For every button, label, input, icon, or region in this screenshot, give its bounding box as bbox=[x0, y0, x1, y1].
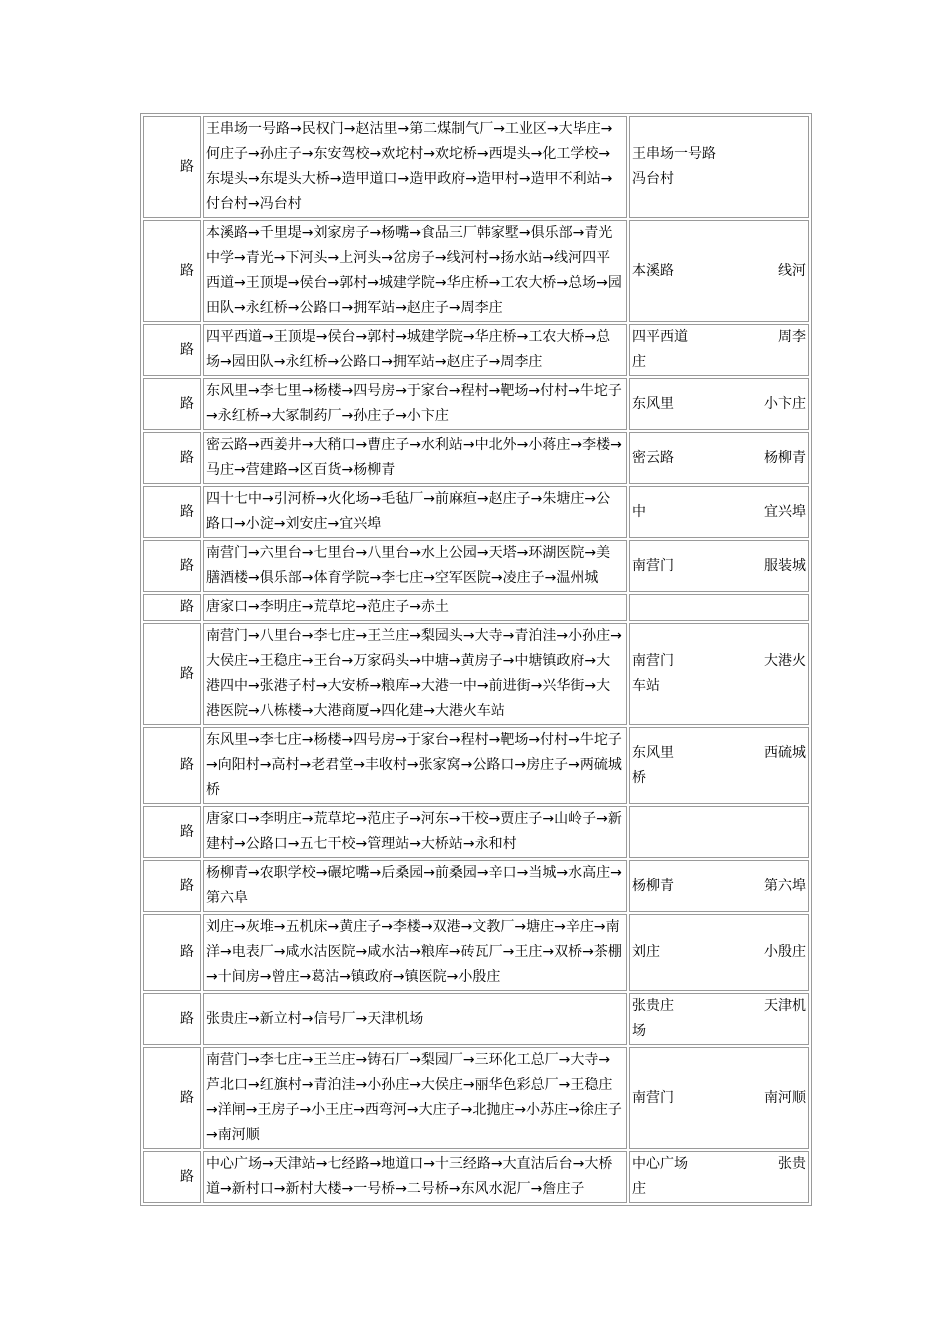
terminus-cell bbox=[629, 486, 809, 538]
route-label: 路 bbox=[180, 665, 194, 682]
terminus-continuation: 桥 bbox=[632, 769, 646, 786]
terminus-end: 线河 bbox=[778, 262, 806, 279]
table-row bbox=[143, 993, 809, 1045]
route-number-cell bbox=[143, 540, 201, 592]
terminus-start: 南营门 bbox=[632, 1089, 674, 1106]
terminus-start: 东风里 bbox=[632, 744, 674, 761]
terminus-line bbox=[632, 940, 806, 965]
route-number-cell bbox=[143, 116, 201, 218]
route-number-cell bbox=[143, 324, 201, 376]
route-number-cell bbox=[143, 1151, 201, 1203]
route-stops: 东风里→李七里→杨楼→四号房→于家台→程村→靶场→付村→牛坨子→永红桥→大冢制药厂→孙庄子→小卞庄 bbox=[206, 383, 622, 424]
route-number-cell bbox=[143, 806, 201, 858]
bus-route-table bbox=[140, 113, 812, 1206]
terminus-line bbox=[632, 500, 806, 525]
terminus-start: 四平西道 bbox=[632, 329, 688, 345]
route-stops-cell bbox=[203, 378, 627, 430]
route-stops-cell bbox=[203, 1047, 627, 1149]
terminus-line bbox=[632, 325, 806, 350]
terminus-end: 小卞庄 bbox=[764, 395, 806, 412]
terminus-continuation: 庄 bbox=[632, 1181, 646, 1197]
route-stops: 刘庄→灰堆→五机床→黄庄子→李楼→双港→文教厂→塘庄→辛庄→南洋→电表厂→咸水沽医院→咸水沽→粮库→砖瓦厂→王庄→双桥→茶棚→十间房→曾庄→葛沽→镇政府→镇医院→小殷庄 bbox=[206, 919, 622, 985]
route-stops-cell bbox=[203, 914, 627, 991]
route-stops: 王串场一号路→民权门→赵沽里→第二煤制气厂→工业区→大毕庄→何庄子→孙庄子→东安驾校→欢坨村→欢坨桥→西堤头→化工学校→东堤头→东堤头大桥→造甲道口→造甲政府→造甲村→造甲不利站→付台村→冯台村 bbox=[206, 121, 613, 212]
route-stops: 四平西道→王顶堤→侯台→郭村→城建学院→华庄桥→工农大桥→总场→园田队→永红桥→公路口→拥军站→赵庄子→周李庄 bbox=[206, 329, 611, 370]
table-row bbox=[143, 860, 809, 912]
terminus-cell bbox=[629, 914, 809, 991]
terminus-cell bbox=[629, 1151, 809, 1203]
route-stops: 本溪路→千里堤→刘家房子→杨嘴→食品三厂韩家墅→俱乐部→青光中学→青光→下河头→上河头→岔房子→线河村→扬水站→线河四平西道→王顶堤→侯台→郭村→城建学院→华庄桥→工农大桥→总场→园田队→永红桥→公路口→拥军站→赵庄子→周李庄 bbox=[206, 225, 622, 316]
terminus-start: 王串场一号路 bbox=[632, 146, 716, 162]
terminus-end: 周李 bbox=[778, 329, 806, 345]
route-table-body bbox=[143, 116, 809, 1203]
route-stops-cell bbox=[203, 432, 627, 484]
terminus-start: 本溪路 bbox=[632, 262, 674, 279]
route-number-cell bbox=[143, 220, 201, 322]
route-label: 路 bbox=[180, 449, 194, 466]
route-label: 路 bbox=[180, 1089, 194, 1106]
route-label: 路 bbox=[180, 158, 194, 175]
table-row bbox=[143, 324, 809, 376]
terminus-continuation: 场 bbox=[632, 1023, 646, 1039]
route-number-cell bbox=[143, 914, 201, 991]
route-number-cell bbox=[143, 727, 201, 804]
table-row bbox=[143, 378, 809, 430]
terminus-cell bbox=[629, 116, 809, 218]
route-number-cell bbox=[143, 378, 201, 430]
terminus-start: 南营门 bbox=[632, 653, 674, 669]
route-stops: 四十七中→引河桥→火化场→毛毡厂→前麻疸→赵庄子→朱塘庄→公路口→小淀→刘安庄→宜兴埠 bbox=[206, 491, 611, 532]
route-number-cell bbox=[143, 594, 201, 621]
route-label: 路 bbox=[180, 823, 194, 840]
route-stops-cell bbox=[203, 1151, 627, 1203]
terminus-continuation: 冯台村 bbox=[632, 171, 674, 187]
route-label: 路 bbox=[180, 262, 194, 279]
terminus-end: 服装城 bbox=[764, 557, 806, 574]
terminus-end: 天津机 bbox=[764, 998, 806, 1014]
route-number-cell bbox=[143, 993, 201, 1045]
route-stops-cell bbox=[203, 993, 627, 1045]
route-number-cell bbox=[143, 432, 201, 484]
route-stops-cell bbox=[203, 324, 627, 376]
terminus-cell bbox=[629, 623, 809, 725]
terminus-cell bbox=[629, 860, 809, 912]
terminus-cell bbox=[629, 540, 809, 592]
terminus-cell bbox=[629, 378, 809, 430]
terminus-cell bbox=[629, 324, 809, 376]
route-label: 路 bbox=[180, 395, 194, 412]
route-stops-cell bbox=[203, 220, 627, 322]
route-stops-cell bbox=[203, 594, 627, 621]
route-label: 路 bbox=[180, 877, 194, 894]
route-stops-cell bbox=[203, 540, 627, 592]
terminus-end: 小殷庄 bbox=[764, 944, 806, 960]
terminus-end: 张贵 bbox=[778, 1156, 806, 1172]
route-stops-cell bbox=[203, 860, 627, 912]
route-number-cell bbox=[143, 623, 201, 725]
terminus-start: 密云路 bbox=[632, 449, 674, 466]
terminus-line bbox=[632, 874, 806, 899]
table-row bbox=[143, 540, 809, 592]
table-row bbox=[143, 727, 809, 804]
terminus-line bbox=[632, 994, 806, 1019]
terminus-end: 南河顺 bbox=[764, 1089, 806, 1106]
route-label: 路 bbox=[180, 757, 194, 773]
route-stops: 密云路→西姜井→大稍口→曹庄子→水利站→中北外→小蒋庄→李楼→马庄→营建路→区百货→杨柳青 bbox=[206, 437, 622, 478]
route-stops-cell bbox=[203, 806, 627, 858]
terminus-end: 杨柳青 bbox=[764, 449, 806, 466]
terminus-start: 杨柳青 bbox=[632, 877, 674, 894]
route-label: 路 bbox=[180, 503, 194, 520]
terminus-line bbox=[632, 554, 806, 579]
terminus-cell bbox=[629, 993, 809, 1045]
route-stops: 杨柳青→农职学校→碾坨嘴→后桑园→前桑园→辛口→当城→水高庄→第六阜 bbox=[206, 865, 622, 906]
route-label: 路 bbox=[180, 944, 194, 960]
terminus-cell bbox=[629, 727, 809, 804]
table-row bbox=[143, 1047, 809, 1149]
terminus-line bbox=[632, 392, 806, 417]
terminus-cell bbox=[629, 594, 809, 621]
route-label: 路 bbox=[180, 1010, 194, 1027]
terminus-cell bbox=[629, 806, 809, 858]
route-stops: 南营门→八里台→李七庄→王兰庄→梨园头→大寺→青泊洼→小孙庄→大侯庄→王稳庄→王台→万家码头→中塘→黄房子→中塘镇政府→大港四中→张港子村→大安桥→粮库→大港一中→前进街→兴华街→大港医院→八栋楼→大港商厦→四化建→大港火车站 bbox=[206, 628, 622, 719]
table-row bbox=[143, 594, 809, 621]
route-stops: 南营门→六里台→七里台→八里台→水上公园→天塔→环湖医院→美膳酒楼→俱乐部→体育学院→李七庄→空军医院→凌庄子→温州城 bbox=[206, 545, 611, 586]
route-number-cell bbox=[143, 860, 201, 912]
route-stops: 东风里→李七庄→杨楼→四号房→于家台→程村→靶场→付村→牛坨子→向阳村→高村→老君堂→丰收村→张家窝→公路口→房庄子→两硫城桥 bbox=[206, 732, 622, 798]
terminus-line bbox=[632, 741, 806, 766]
terminus-line bbox=[632, 142, 806, 167]
route-stops-cell bbox=[203, 623, 627, 725]
route-number-cell bbox=[143, 1047, 201, 1149]
terminus-start: 南营门 bbox=[632, 557, 674, 574]
terminus-line bbox=[632, 446, 806, 471]
terminus-cell bbox=[629, 220, 809, 322]
table-row bbox=[143, 914, 809, 991]
table-row bbox=[143, 432, 809, 484]
route-label: 路 bbox=[180, 557, 194, 574]
table-row bbox=[143, 1151, 809, 1203]
table-row bbox=[143, 220, 809, 322]
terminus-line bbox=[632, 1086, 806, 1111]
terminus-cell bbox=[629, 432, 809, 484]
route-stops: 唐家口→李明庄→荒草坨→范庄子→河东→干校→贾庄子→山岭子→新建村→公路口→五七干校→管理站→大桥站→永和村 bbox=[206, 811, 622, 852]
terminus-start: 刘庄 bbox=[632, 944, 660, 960]
terminus-start: 张贵庄 bbox=[632, 998, 674, 1014]
terminus-start: 中 bbox=[632, 503, 646, 520]
route-stops: 中心广场→天津站→七经路→地道口→十三经路→大直沽后台→大桥道→新村口→新村大楼→一号桥→二号桥→东风水泥厂→詹庄子 bbox=[206, 1156, 613, 1197]
route-stops: 南营门→李七庄→王兰庄→铸石厂→梨园厂→三环化工总厂→大寺→芦北口→红旗村→青泊洼→小孙庄→大侯庄→丽华色彩总厂→王稳庄→洋闸→王房子→小王庄→西弯河→大庄子→北抛庄→小苏庄→徐庄子→南河顺 bbox=[206, 1052, 622, 1143]
table-row bbox=[143, 486, 809, 538]
terminus-continuation: 车站 bbox=[632, 678, 660, 694]
table-row bbox=[143, 806, 809, 858]
table-row bbox=[143, 116, 809, 218]
terminus-line bbox=[632, 1152, 806, 1177]
terminus-line bbox=[632, 259, 806, 284]
terminus-end: 大港火 bbox=[764, 653, 806, 669]
terminus-end: 宜兴埠 bbox=[764, 503, 806, 520]
terminus-continuation: 庄 bbox=[632, 354, 646, 370]
route-stops-cell bbox=[203, 727, 627, 804]
route-stops-cell bbox=[203, 486, 627, 538]
route-label: 路 bbox=[180, 599, 194, 615]
table-row bbox=[143, 623, 809, 725]
terminus-cell bbox=[629, 1047, 809, 1149]
route-stops: 唐家口→李明庄→荒草坨→范庄子→赤土 bbox=[206, 599, 449, 615]
route-number-cell bbox=[143, 486, 201, 538]
route-stops: 张贵庄→新立村→信号厂→天津机场 bbox=[206, 1010, 424, 1027]
route-label: 路 bbox=[180, 341, 194, 358]
route-stops-cell bbox=[203, 116, 627, 218]
terminus-start: 东风里 bbox=[632, 395, 674, 412]
terminus-end: 第六埠 bbox=[764, 877, 806, 894]
terminus-line bbox=[632, 649, 806, 674]
terminus-end: 西硫城 bbox=[764, 744, 806, 761]
terminus-start: 中心广场 bbox=[632, 1156, 688, 1172]
route-label: 路 bbox=[180, 1168, 194, 1185]
